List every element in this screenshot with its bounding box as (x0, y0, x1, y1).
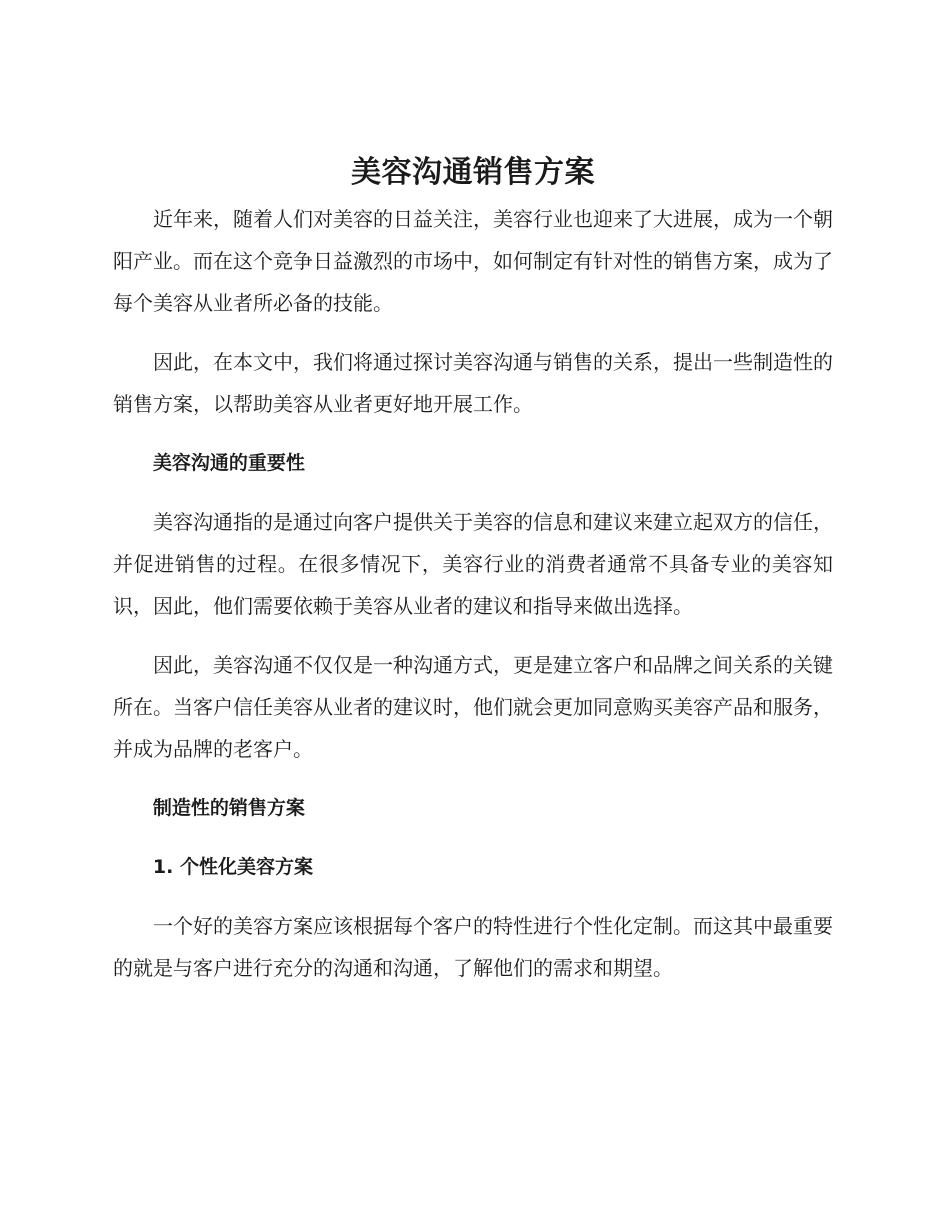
paragraph-personalized: 一个好的美容方案应该根据每个客户的特性进行个性化定制。而这其中最重要的就是与客户进行充分的沟通和沟通，了解他们的需求和期望。 (113, 914, 833, 980)
section-heading-importance: 美容沟通的重要性 (152, 452, 305, 474)
section-heading-sales-plans: 制造性的销售方案 (152, 797, 305, 819)
paragraph-definition: 美容沟通指的是通过向客户提供关于美容的信息和建议来建立起双方的信任，并促进销售的过程。在很多情况下，美容行业的消费者通常不具备专业的美容知识，因此，他们需要依赖于美容从业者的建议和指导来做出选择。 (113, 510, 833, 618)
paragraph-intro: 近年来，随着人们对美容的日益关注，美容行业也迎来了大进展，成为一个朝阳产业。而在这个竞争日益激烈的市场中，如何制定有针对性的销售方案，成为了每个美容从业者所必备的技能。 (113, 207, 833, 315)
subsection-heading-personalized: 1. 个性化美容方案 (152, 856, 313, 878)
document-title: 美容沟通销售方案 (351, 155, 595, 190)
paragraph-relationship: 因此，美容沟通不仅仅是一种沟通方式，更是建立客户和品牌之间关系的关键所在。当客户信任美容从业者的建议时，他们就会更加同意购买美容产品和服务，并成为品牌的老客户。 (113, 653, 833, 761)
document-page (113, 148, 833, 1006)
paragraph-purpose: 因此，在本文中，我们将通过探讨美容沟通与销售的关系，提出一些制造性的销售方案，以帮助美容从业者更好地开展工作。 (113, 350, 833, 416)
